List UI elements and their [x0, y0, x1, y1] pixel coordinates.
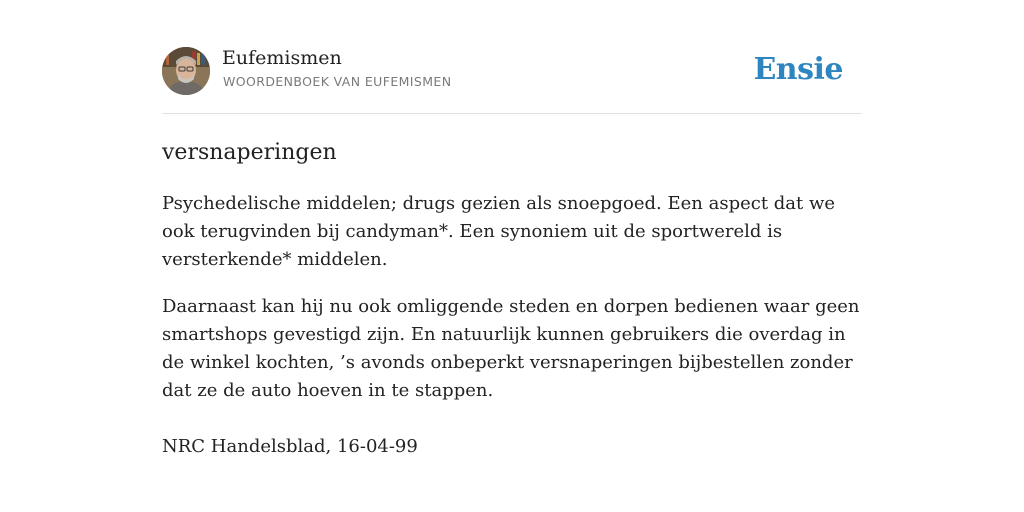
entry-definition: Psychedelische middelen; drugs gezien als snoepgoed. Een aspect dat we ook terugvinden bij candyman*. Een synoniem uit de sportwereld is versterkende* middelen. [162, 193, 836, 270]
entry-citation: NRC Handelsblad, 16-04-99 [162, 436, 418, 457]
card-header [162, 46, 862, 96]
source-title[interactable]: Eufemismen [222, 47, 342, 69]
person-portrait-icon [162, 47, 210, 95]
author-avatar[interactable] [162, 47, 210, 95]
header-divider [162, 113, 862, 114]
ensie-logo[interactable]: Ensie [753, 52, 843, 87]
entry-example: Daarnaast kan hij nu ook omliggende steden en dorpen bedienen waar geen smartshops gevestigd zijn. En natuurlijk kunnen gebruikers die overdag in de winkel kochten, ’s avonds onbeperkt versnaperingen bijbestellen zonder dat ze de auto hoeven in te stappen. [162, 296, 860, 401]
entry-term: versnaperingen [162, 140, 337, 165]
source-subtitle[interactable]: WOORDENBOEK VAN EUFEMISMEN [223, 74, 452, 89]
